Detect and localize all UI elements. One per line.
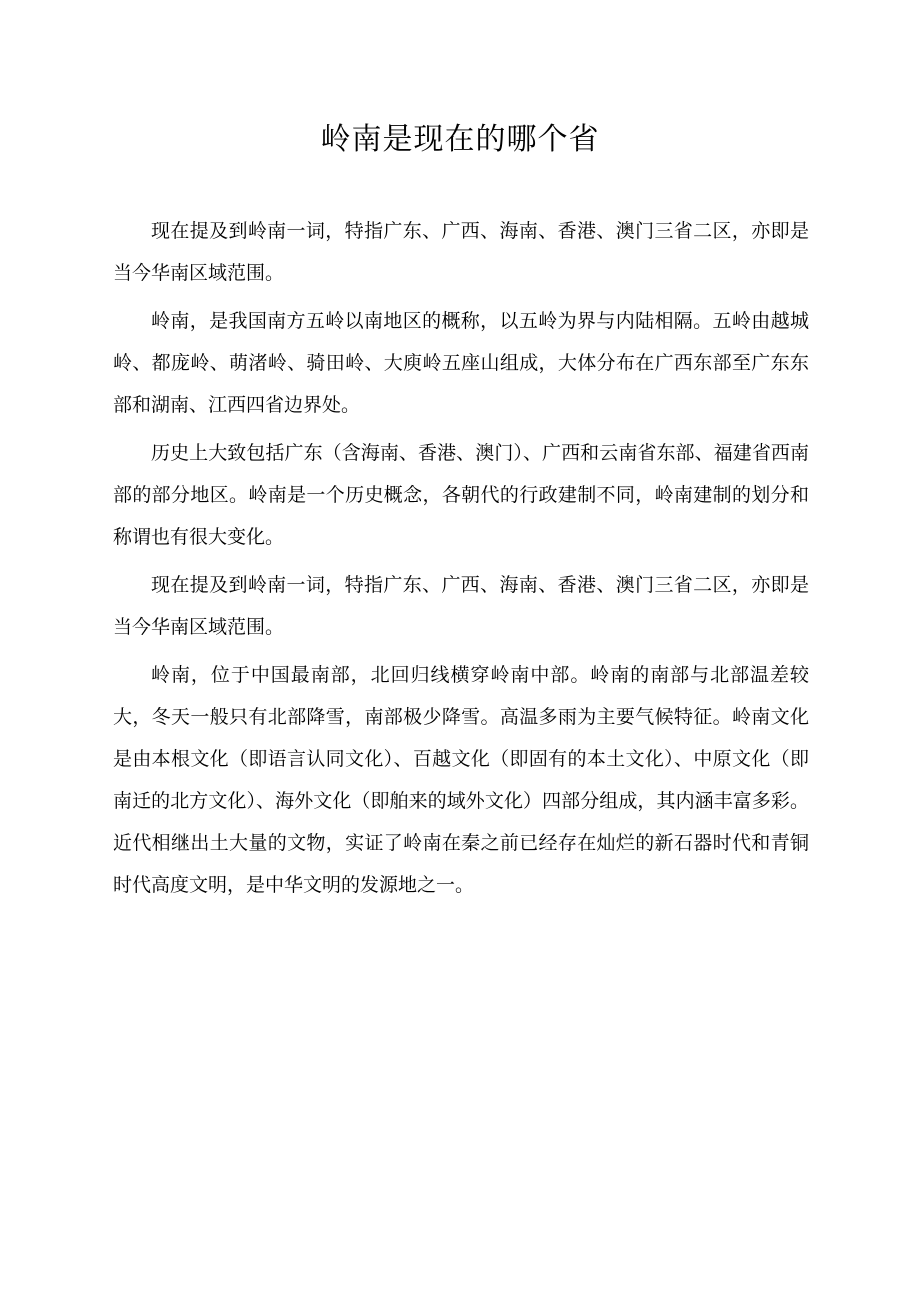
paragraph-4: 现在提及到岭南一词，特指广东、广西、海南、香港、澳门三省二区，亦即是当今华南区域范围。 <box>113 574 809 638</box>
paragraph-1: 现在提及到岭南一词，特指广东、广西、海南、香港、澳门三省二区，亦即是当今华南区域范围。 <box>113 220 809 284</box>
paragraph-5: 岭南，位于中国最南部，北回归线横穿岭南中部。岭南的南部与北部温差较大，冬天一般只有北部降雪，南部极少降雪。高温多雨为主要气候特征。岭南文化是由本根文化（即语言认同文化）、百越文化（即固有的本土文化）、中原文化（即南迁的北方文化）、海外文化（即舶来的域外文化）四部分组成，其内涵丰富多彩。近代相继出土大量的文物，实证了岭南在秦之前已经存在灿烂的新石器时代和青铜时代高度文明，是中华文明的发源地之一。 <box>113 664 809 896</box>
document-body <box>113 210 809 912</box>
paragraph-2: 岭南，是我国南方五岭以南地区的概称，以五岭为界与内陆相隔。五岭由越城岭、都庞岭、萌渚岭、骑田岭、大庾岭五座山组成，大体分布在广西东部至广东东部和湖南、江西四省边界处。 <box>113 310 809 416</box>
paragraph-3: 历史上大致包括广东（含海南、香港、澳门）、广西和云南省东部、福建省西南部的部分地区。岭南是一个历史概念，各朝代的行政建制不同，岭南建制的划分和称谓也有很大变化。 <box>113 442 809 548</box>
document-title: 岭南是现在的哪个省 <box>320 122 600 157</box>
